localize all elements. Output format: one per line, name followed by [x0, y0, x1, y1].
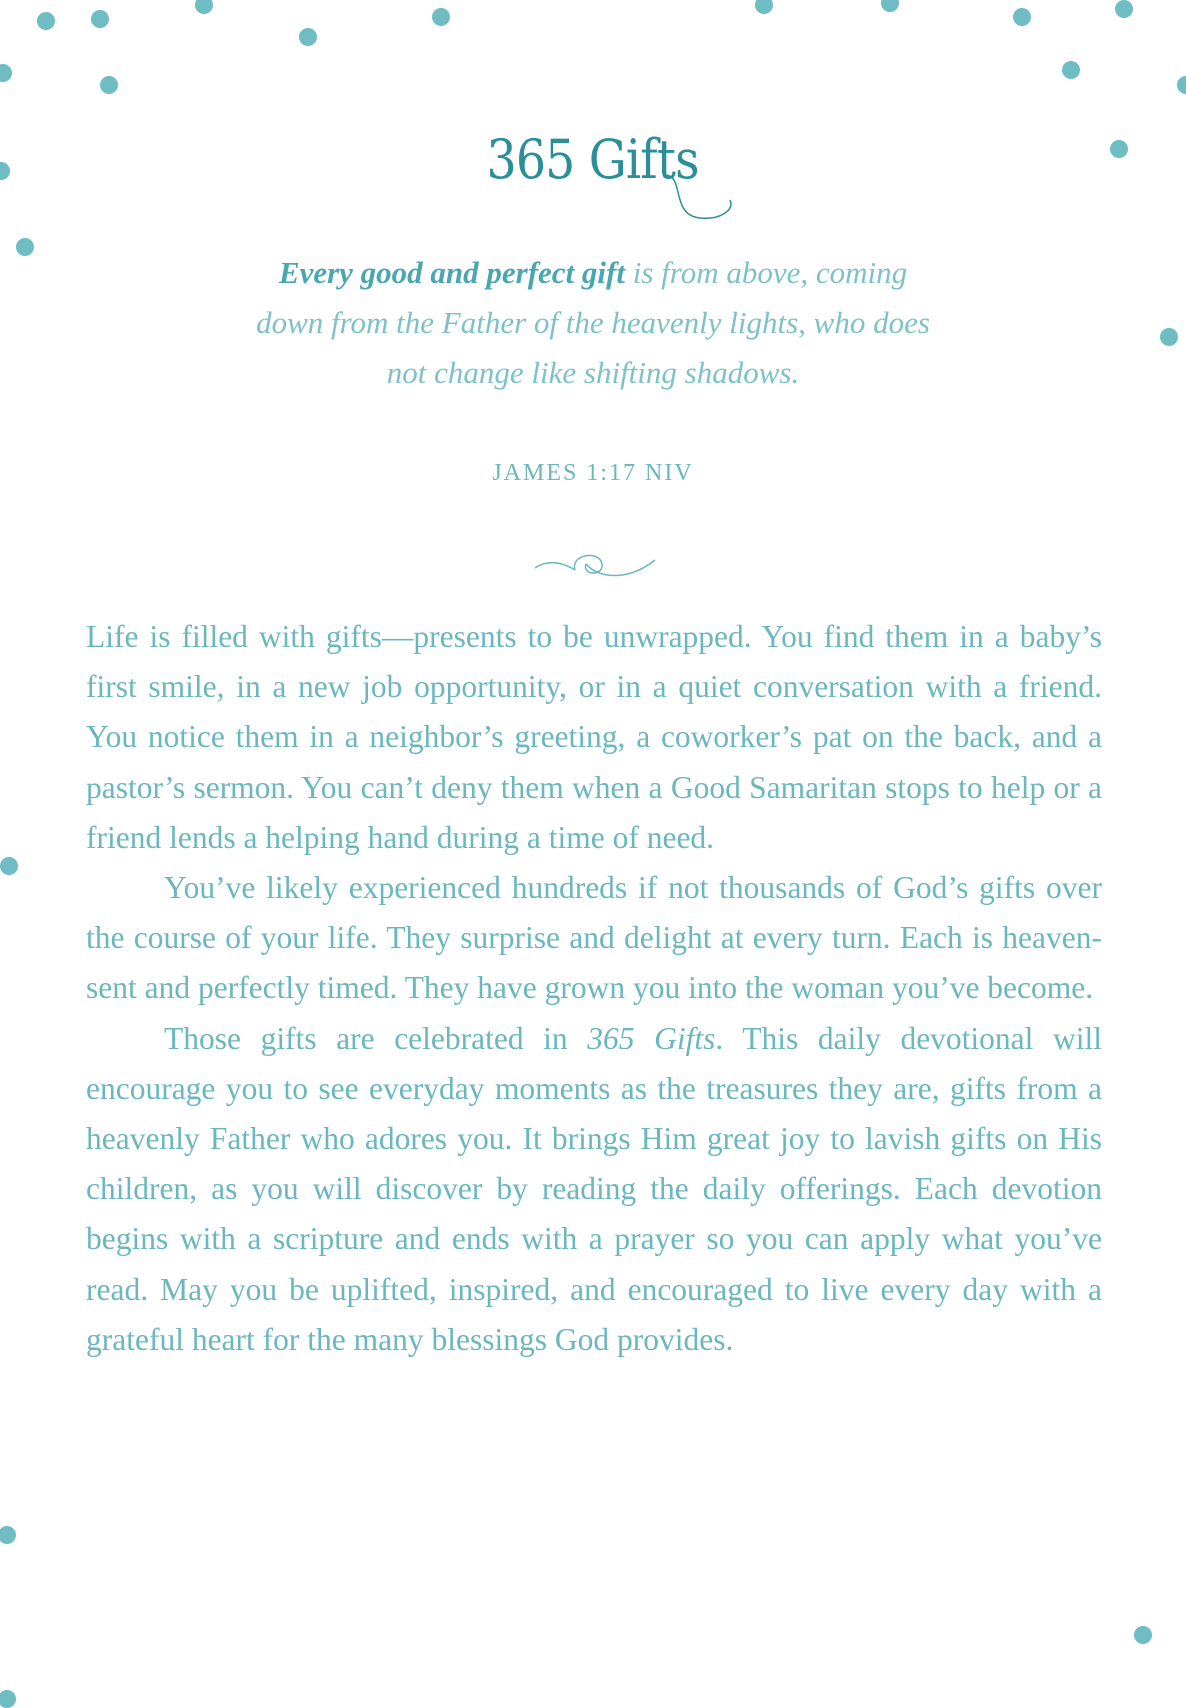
dot	[881, 0, 899, 12]
epigraph-emphasis: Every good and perfect gift	[278, 255, 625, 290]
dot	[1013, 8, 1031, 26]
dot	[432, 8, 450, 26]
dot	[0, 64, 12, 82]
epigraph	[243, 248, 943, 398]
dot	[1134, 1626, 1152, 1644]
dot	[16, 238, 34, 256]
title-flourish-icon	[660, 170, 740, 230]
dot	[299, 28, 317, 46]
paragraph-3-rest: . This daily devotional will encourage you to see everyday moments as the treasures they are, gifts from a heavenly Father who adores you. It brings Him great joy to lavish gifts on His children, as you will discover by reading the daily offerings. Each devotion begins with a scripture and ends with a prayer so you can apply what you’ve read. May you be uplifted, inspired, and encouraged to live every day with a grateful heart for the many blessings God provides.	[86, 1020, 1103, 1357]
dot	[37, 12, 55, 30]
paragraph-3	[86, 1014, 1102, 1365]
dot	[1062, 61, 1080, 79]
book-title-italic: 365 Gifts	[587, 1020, 716, 1056]
paragraph-2: You’ve likely experienced hundreds if not thousands of God’s gifts over the course of your life. They surprise and delight at every turn. Each is heaven-sent and perfectly timed. They have grown you into the woman you’ve become.	[86, 870, 1102, 1006]
epigraph-citation: JAMES 1:17 NIV	[492, 460, 694, 486]
dot	[100, 76, 118, 94]
dot	[755, 0, 773, 14]
dot	[1160, 328, 1178, 346]
ornament-flourish-icon	[530, 540, 660, 590]
dot	[0, 1690, 16, 1708]
dot	[1115, 0, 1133, 18]
body-text	[86, 612, 1102, 1365]
dot	[1177, 76, 1186, 94]
title-block	[0, 128, 1186, 191]
dot	[0, 1526, 16, 1544]
page-title: 365 Gifts	[486, 128, 700, 191]
paragraph-3-start: Those gifts are celebrated in	[164, 1020, 588, 1056]
paragraph-1: Life is filled with gifts—presents to be unwrapped. You find them in a baby’s first smile, in a new job opportunity, or in a quiet conversation with a friend. You notice them in a neighbor’s greeting, a coworker’s pat on the back, and a pastor’s sermon. You can’t deny them when a Good Samaritan stops to help or a friend lends a helping hand during a time of need.	[86, 619, 1102, 855]
dot	[195, 0, 213, 14]
epigraph-text: is from above, coming down from the Father of the heavenly lights, who does not change like shifting shadows.	[256, 255, 930, 390]
dot	[91, 10, 109, 28]
dot	[0, 857, 18, 875]
